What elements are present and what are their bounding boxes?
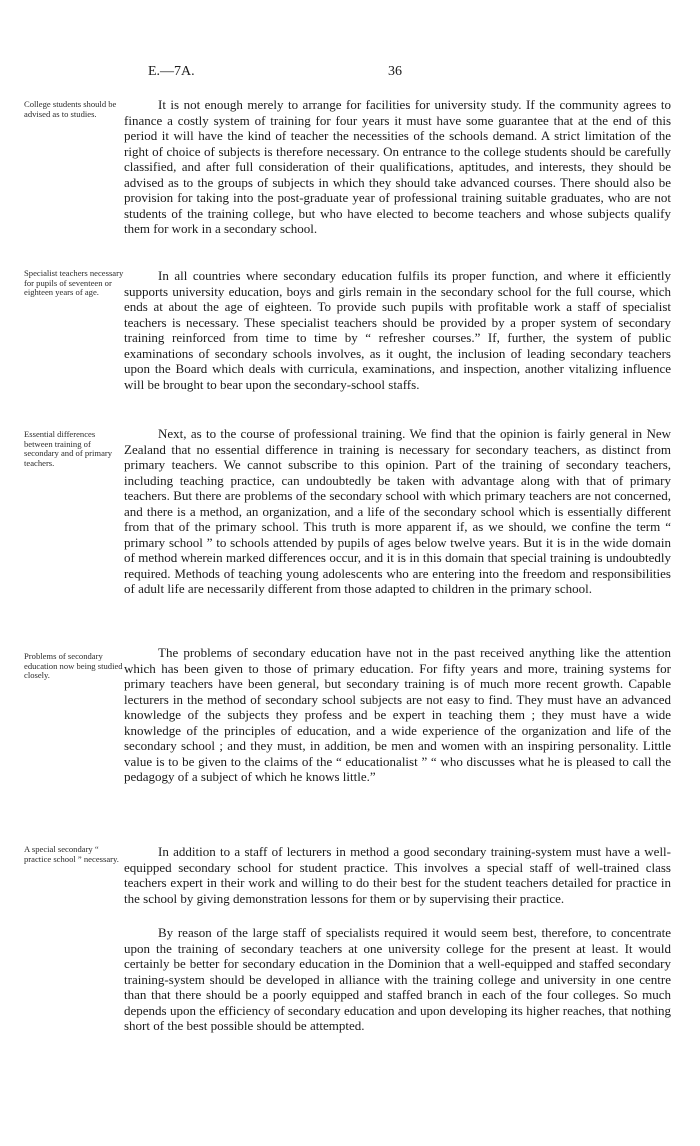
- paragraph-problems-secondary: The problems of secondary education have not in the past received anything like the attention which has been given to those of primary education. For fifty years and more, training systems for primary teachers have been general, but secondary training is of much more recent growth. Capable lecturers in the method of secondary school subjects are not easy to find. They must have an advanced knowledge of the subjects they profess and be expert in teaching them ; they must have a wide knowledge of the principles of education, and a wide experience of the organization and life of the secondary school ; and they must, in addition, be men and women with an inspiring personality. Little value is to be given to the claims of the “ educationalist ” “ who discusses what he is pleased to call the pedagogy of a subject of which he knows little.”: [124, 645, 671, 785]
- margin-note-practice-school: A special secondary “ practice school ” necessary.: [24, 844, 119, 864]
- document-code: E.—7A.: [148, 64, 195, 79]
- margin-note-problems-secondary: Problems of secondary education now being studied closely.: [24, 651, 123, 681]
- page-number: 36: [388, 64, 402, 79]
- paragraph-practice-school: In addition to a staff of lecturers in method a good secondary training-system must have a well-equipped secondary school for student practice. This involves a special staff of well-trained class teachers expert in their work and willing to do their best for the student teachers detailed for practice in the school by giving demonstration lessons for them or by supervising their practice.: [124, 844, 671, 906]
- paragraph-professional-training: Next, as to the course of professional training. We find that the opinion is fairly general in New Zealand that no essential difference in training is necessary for secondary teachers, as distinct from primary teachers. We cannot subscribe to this opinion. Part of the training of secondary teachers, including teaching practice, can undoubtedly be taken with advantage along with that of primary teachers. But there are problems of the secondary school with which primary teachers are not concerned, and there is a method, an organization, and a life of the secondary school which is essentially different from that of the primary school. This truth is more apparent if, as we should, we confine the term “ primary school ” to schools attended by pupils of ages below twelve years. But it is in the wide domain of method wherein marked differences occur, and it is in this domain that special training is undoubtedly required. Methods of teaching young adolescents who are entering into the freedom and responsibilities of adult life are necessarily different from those adapted to children in the primary school.: [124, 426, 671, 597]
- paragraph-concentrate-training: By reason of the large staff of specialists required it would seem best, therefore, to concentrate upon the training of secondary teachers at one university college for the present at least. It would certainly be better for secondary education in the Dominion that a well-equipped and staffed secondary training-system should be developed in alliance with the training college and university in one centre than that there should be a poorly equipped and staffed branch in each of the four colleges. So much depends upon the efficiency of secondary education and upon developing its higher reaches, that nothing short of the best possible should be attempted.: [124, 925, 671, 1034]
- margin-note-college-students: College students should be advised as to studies.: [24, 99, 117, 119]
- margin-note-specialist-teachers: Specialist teachers necessary for pupils of seventeen or eighteen years of age.: [24, 268, 124, 298]
- margin-note-essential-differences: Essential differences between training of secondary and of primary teachers.: [24, 429, 113, 468]
- page-header: [148, 64, 671, 82]
- paragraph-university-study: It is not enough merely to arrange for facilities for university study. If the community agrees to finance a costly system of training for four years it must have some guarantee that at the end of this period it will have the kind of teacher the necessities of the schools demand. A strict limitation of the right of choice of subjects is therefore necessary. On entrance to the college students should be carefully classified, and after full consideration of their qualifications, aptitudes, and interests, they should be advised as to the groups of subjects in which they should take advanced courses. There should also be provision for taking into the post-graduate year of professional training suitable graduates, who are not students of the training college, but who have elected to become teachers and whose subjects qualify them for work in a secondary school.: [124, 97, 671, 237]
- paragraph-specialist-teachers: In all countries where secondary education fulfils its proper function, and where it efficiently supports university education, boys and girls remain in the secondary school for the full course, which ends at about the age of eighteen. To provide such pupils with profitable work a staff of specialist teachers is necessary. These specialist teachers should be provided by a proper system of secondary training reinforced from time to time by “ refresher courses.” If, further, the system of public examinations of secondary schools involves, as it ought, the inclusion of leading secondary teachers upon the Board which deals with curricula, examinations, and inspection, another vitalizing influence will be brought to bear upon the secondary-school staffs.: [124, 268, 671, 392]
